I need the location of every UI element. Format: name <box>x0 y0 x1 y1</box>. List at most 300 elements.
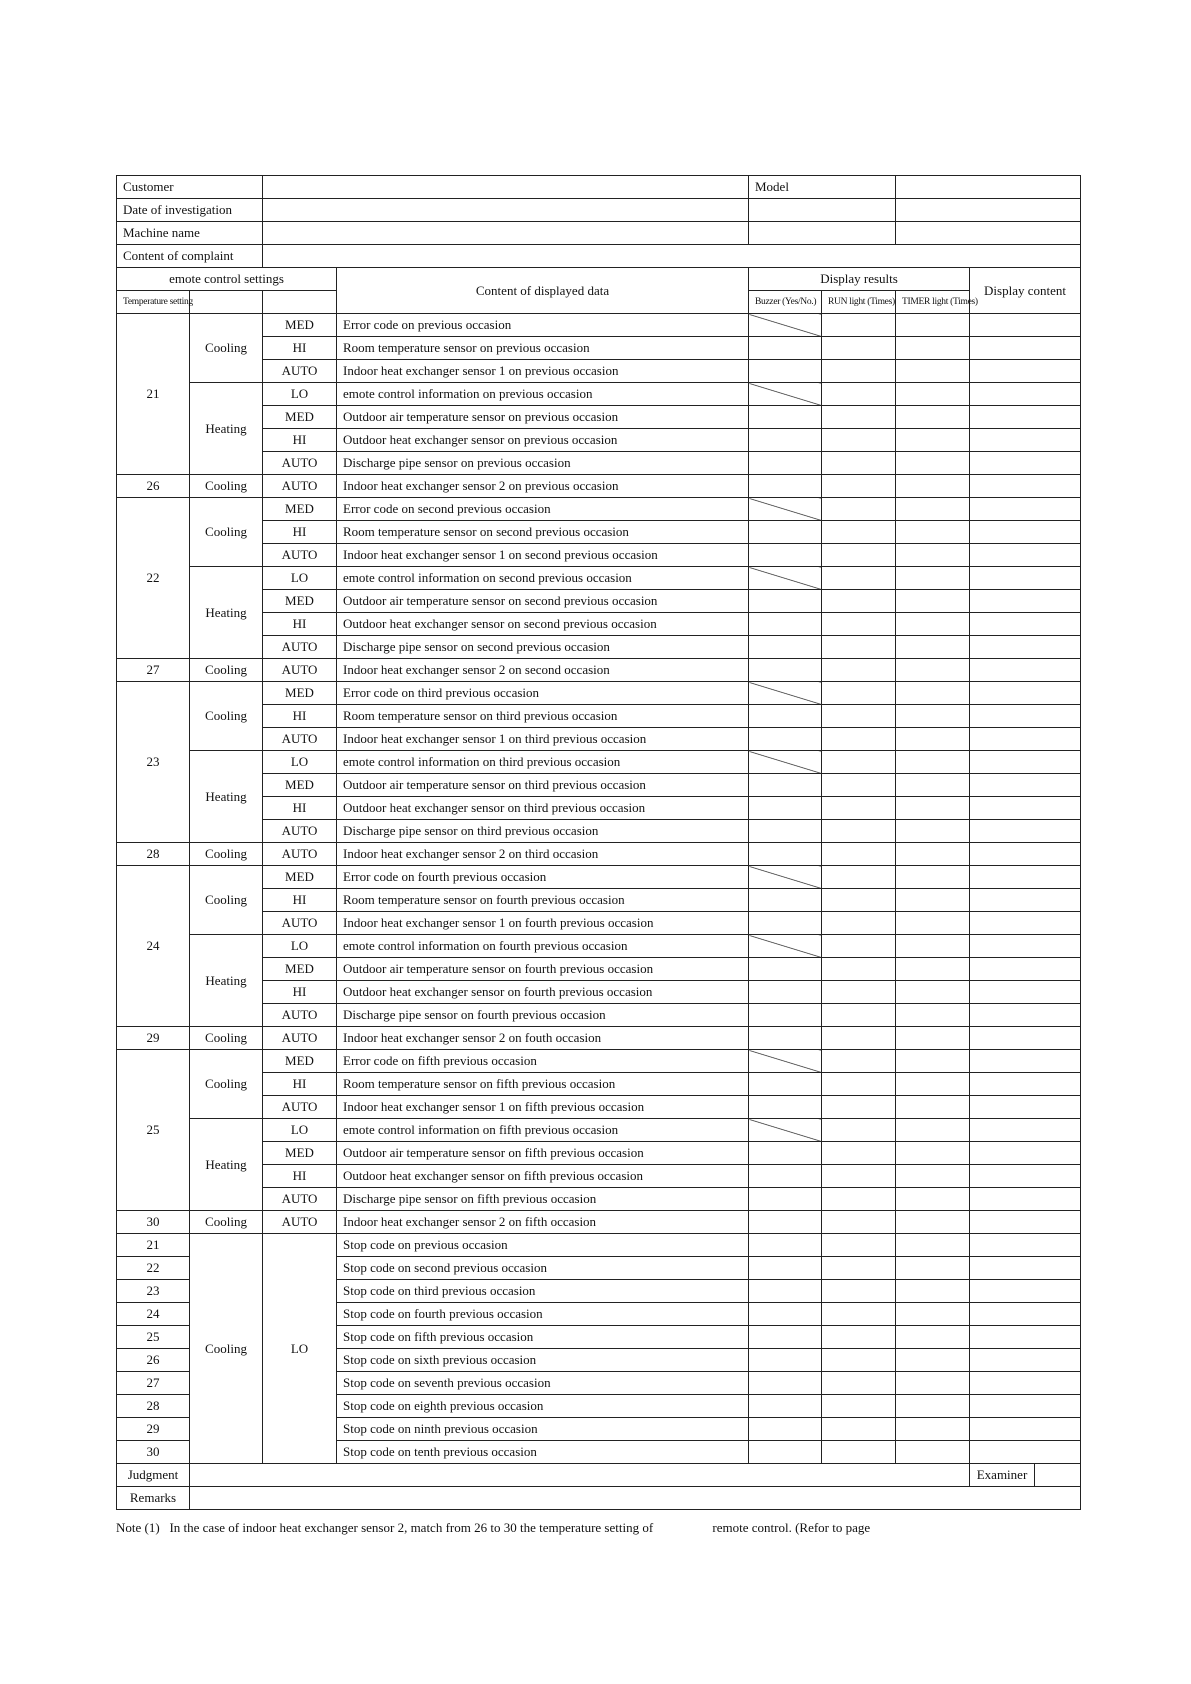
display-content-cell[interactable] <box>970 935 1081 958</box>
timer-light-cell[interactable] <box>896 1142 970 1165</box>
display-content-cell[interactable] <box>970 889 1081 912</box>
data-row <box>117 1211 1081 1234</box>
run-light-cell[interactable] <box>822 797 896 820</box>
fan-cell: MED <box>263 1050 337 1073</box>
run-light-cell[interactable] <box>822 383 896 406</box>
customer-label: Customer <box>117 176 263 199</box>
content-cell: Discharge pipe sensor on previous occasion <box>337 452 749 475</box>
buzzer-cell[interactable] <box>749 337 822 360</box>
content-cell: Stop code on third previous occasion <box>337 1280 749 1303</box>
timer-light-cell[interactable] <box>896 590 970 613</box>
buzzer-cell[interactable] <box>749 1326 822 1349</box>
content-cell: Error code on fifth previous occasion <box>337 1050 749 1073</box>
run-light-cell[interactable] <box>822 1441 896 1464</box>
display-content-cell[interactable] <box>970 1234 1081 1257</box>
buzzer-cell[interactable] <box>749 590 822 613</box>
buzzer-cell[interactable] <box>749 1119 822 1142</box>
timer-light-cell[interactable] <box>896 1073 970 1096</box>
run-light-cell[interactable] <box>822 682 896 705</box>
display-content-cell[interactable] <box>970 406 1081 429</box>
run-light-cell[interactable] <box>822 1119 896 1142</box>
display-content-cell[interactable] <box>970 613 1081 636</box>
run-light-cell[interactable] <box>822 1027 896 1050</box>
display-content-cell[interactable] <box>970 1280 1081 1303</box>
timer-light-cell[interactable] <box>896 889 970 912</box>
investigation-sheet <box>116 175 1080 1510</box>
timer-light-cell[interactable] <box>896 314 970 337</box>
timer-light-cell[interactable] <box>896 337 970 360</box>
display-content-cell[interactable] <box>970 1349 1081 1372</box>
run-light-cell[interactable] <box>822 613 896 636</box>
run-light-cell[interactable] <box>822 498 896 521</box>
fan-cell: AUTO <box>263 1211 337 1234</box>
buzzer-cell[interactable] <box>749 958 822 981</box>
content-cell: Indoor heat exchanger sensor 2 on second occasion <box>337 659 749 682</box>
judgment-field[interactable] <box>190 1464 970 1487</box>
content-cell: Indoor heat exchanger sensor 2 on fifth occasion <box>337 1211 749 1234</box>
mode-cell: Heating <box>190 935 263 1027</box>
content-cell: Stop code on seventh previous occasion <box>337 1372 749 1395</box>
mode-cell: Cooling <box>190 866 263 935</box>
run-light-cell[interactable] <box>822 1280 896 1303</box>
buzzer-cell[interactable] <box>749 866 822 889</box>
buzzer-cell[interactable] <box>749 797 822 820</box>
examiner-field[interactable] <box>1035 1464 1081 1487</box>
timer-light-cell[interactable] <box>896 383 970 406</box>
buzzer-cell[interactable] <box>749 475 822 498</box>
run-light-cell[interactable] <box>822 843 896 866</box>
display-content-cell[interactable] <box>970 1050 1081 1073</box>
stop-code-row <box>117 1234 1081 1257</box>
content-cell: Discharge pipe sensor on fourth previous occasion <box>337 1004 749 1027</box>
display-content-cell[interactable] <box>970 705 1081 728</box>
run-light-cell[interactable] <box>822 406 896 429</box>
buzzer-cell[interactable] <box>749 981 822 1004</box>
timer-light-cell[interactable] <box>896 728 970 751</box>
display-content-cell[interactable] <box>970 383 1081 406</box>
complaint-row <box>117 245 1081 268</box>
display-content-cell[interactable] <box>970 544 1081 567</box>
temperature-cell: 29 <box>117 1418 190 1441</box>
buzzer-cell[interactable] <box>749 613 822 636</box>
display-content-cell[interactable] <box>970 728 1081 751</box>
fan-cell: HI <box>263 613 337 636</box>
buzzer-cell[interactable] <box>749 406 822 429</box>
timer-light-cell[interactable] <box>896 1372 970 1395</box>
timer-light-cell[interactable] <box>896 1395 970 1418</box>
display-content-cell[interactable] <box>970 452 1081 475</box>
date-extra-field[interactable] <box>749 199 896 222</box>
content-cell: Indoor heat exchanger sensor 1 on fifth previous occasion <box>337 1096 749 1119</box>
model-label: Model <box>749 176 896 199</box>
display-content-cell[interactable] <box>970 1119 1081 1142</box>
buzzer-cell[interactable] <box>749 1372 822 1395</box>
buzzer-cell[interactable] <box>749 843 822 866</box>
temperature-cell: 30 <box>117 1441 190 1464</box>
run-light-cell[interactable] <box>822 1257 896 1280</box>
content-cell: Stop code on ninth previous occasion <box>337 1418 749 1441</box>
buzzer-cell[interactable] <box>749 1027 822 1050</box>
timer-light-cell[interactable] <box>896 751 970 774</box>
run-light-cell[interactable] <box>822 1096 896 1119</box>
date-row <box>117 199 1081 222</box>
temperature-cell: 26 <box>117 1349 190 1372</box>
date-field[interactable] <box>263 199 749 222</box>
display-content-cell[interactable] <box>970 636 1081 659</box>
timer-light-cell[interactable] <box>896 866 970 889</box>
display-content-cell[interactable] <box>970 912 1081 935</box>
buzzer-cell[interactable] <box>749 1418 822 1441</box>
mode-cell: Cooling <box>190 1211 263 1234</box>
run-light-cell[interactable] <box>822 889 896 912</box>
fan-cell: HI <box>263 981 337 1004</box>
timer-light-cell[interactable] <box>896 1234 970 1257</box>
run-light-cell[interactable] <box>822 705 896 728</box>
buzzer-cell[interactable] <box>749 1096 822 1119</box>
fan-cell: AUTO <box>263 820 337 843</box>
run-light-cell[interactable] <box>822 1211 896 1234</box>
run-light-cell[interactable] <box>822 1004 896 1027</box>
fan-cell: MED <box>263 774 337 797</box>
fan-cell: LO <box>263 1234 337 1464</box>
fan-cell: AUTO <box>263 1027 337 1050</box>
display-content-cell[interactable] <box>970 1027 1081 1050</box>
remote-settings-header: emote control settings <box>117 268 337 291</box>
buzzer-cell[interactable] <box>749 1257 822 1280</box>
timer-light-cell[interactable] <box>896 682 970 705</box>
timer-light-cell[interactable] <box>896 521 970 544</box>
display-content-cell[interactable] <box>970 1211 1081 1234</box>
run-light-cell[interactable] <box>822 1234 896 1257</box>
timer-light-cell[interactable] <box>896 1211 970 1234</box>
model-field[interactable] <box>896 176 1081 199</box>
run-light-cell[interactable] <box>822 360 896 383</box>
run-light-cell[interactable] <box>822 590 896 613</box>
content-cell: Error code on second previous occasion <box>337 498 749 521</box>
display-content-cell[interactable] <box>970 843 1081 866</box>
content-cell: emote control information on third previous occasion <box>337 751 749 774</box>
timer-light-cell[interactable] <box>896 705 970 728</box>
content-cell: Discharge pipe sensor on third previous occasion <box>337 820 749 843</box>
run-light-cell[interactable] <box>822 774 896 797</box>
timer-light-cell[interactable] <box>896 1326 970 1349</box>
display-content-cell[interactable] <box>970 1372 1081 1395</box>
timer-light-cell[interactable] <box>896 797 970 820</box>
content-cell: Outdoor heat exchanger sensor on fourth previous occasion <box>337 981 749 1004</box>
mode-cell: Cooling <box>190 1050 263 1119</box>
display-content-cell[interactable] <box>970 1326 1081 1349</box>
fan-cell: MED <box>263 314 337 337</box>
content-cell: Discharge pipe sensor on fifth previous occasion <box>337 1188 749 1211</box>
buzzer-cell[interactable] <box>749 1188 822 1211</box>
buzzer-cell[interactable] <box>749 1050 822 1073</box>
customer-field[interactable] <box>263 176 749 199</box>
display-content-cell[interactable] <box>970 1096 1081 1119</box>
buzzer-cell[interactable] <box>749 889 822 912</box>
run-light-cell[interactable] <box>822 1188 896 1211</box>
display-content-cell[interactable] <box>970 1418 1081 1441</box>
run-light-cell[interactable] <box>822 337 896 360</box>
display-content-cell[interactable] <box>970 337 1081 360</box>
timer-light-cell[interactable] <box>896 475 970 498</box>
content-cell: Error code on fourth previous occasion <box>337 866 749 889</box>
buzzer-cell[interactable] <box>749 360 822 383</box>
timer-light-cell[interactable] <box>896 1050 970 1073</box>
run-light-cell[interactable] <box>822 452 896 475</box>
run-light-cell[interactable] <box>822 866 896 889</box>
buzzer-cell[interactable] <box>749 751 822 774</box>
timer-light-cell[interactable] <box>896 1004 970 1027</box>
buzzer-cell[interactable] <box>749 1073 822 1096</box>
content-cell: Indoor heat exchanger sensor 2 on fouth occasion <box>337 1027 749 1050</box>
content-cell: Room temperature sensor on third previous occasion <box>337 705 749 728</box>
fan-cell: LO <box>263 751 337 774</box>
buzzer-cell[interactable] <box>749 1142 822 1165</box>
machine-extra-field[interactable] <box>749 222 896 245</box>
display-content-cell[interactable] <box>970 314 1081 337</box>
buzzer-header: Buzzer (Yes/No.) <box>749 291 822 314</box>
run-light-cell[interactable] <box>822 728 896 751</box>
buzzer-cell[interactable] <box>749 1211 822 1234</box>
timer-light-cell[interactable] <box>896 774 970 797</box>
display-content-cell[interactable] <box>970 567 1081 590</box>
content-cell: emote control information on previous occasion <box>337 383 749 406</box>
buzzer-cell[interactable] <box>749 820 822 843</box>
content-cell: emote control information on second previous occasion <box>337 567 749 590</box>
display-content-cell[interactable] <box>970 1303 1081 1326</box>
temperature-cell: 29 <box>117 1027 190 1050</box>
content-displayed-header: Content of displayed data <box>337 268 749 314</box>
run-light-cell[interactable] <box>822 1050 896 1073</box>
buzzer-cell[interactable] <box>749 682 822 705</box>
data-row <box>117 751 1081 774</box>
mode-header-blank <box>190 291 263 314</box>
timer-light-cell[interactable] <box>896 1119 970 1142</box>
content-cell: Discharge pipe sensor on second previous occasion <box>337 636 749 659</box>
judgment-row <box>117 1464 1081 1487</box>
content-cell: Outdoor heat exchanger sensor on previous occasion <box>337 429 749 452</box>
buzzer-cell[interactable] <box>749 383 822 406</box>
timer-light-cell[interactable] <box>896 1096 970 1119</box>
complaint-field[interactable] <box>263 245 1081 268</box>
timer-light-cell[interactable] <box>896 360 970 383</box>
buzzer-cell[interactable] <box>749 1395 822 1418</box>
run-light-cell[interactable] <box>822 1395 896 1418</box>
content-cell: Indoor heat exchanger sensor 2 on third occasion <box>337 843 749 866</box>
run-light-cell[interactable] <box>822 1303 896 1326</box>
timer-light-cell[interactable] <box>896 498 970 521</box>
timer-light-cell[interactable] <box>896 1303 970 1326</box>
buzzer-cell[interactable] <box>749 567 822 590</box>
display-content-cell[interactable] <box>970 429 1081 452</box>
buzzer-cell[interactable] <box>749 1004 822 1027</box>
mode-cell: Cooling <box>190 475 263 498</box>
display-content-header: Display content <box>970 268 1081 314</box>
run-light-cell[interactable] <box>822 659 896 682</box>
timer-light-cell[interactable] <box>896 1257 970 1280</box>
buzzer-cell[interactable] <box>749 774 822 797</box>
buzzer-cell[interactable] <box>749 636 822 659</box>
display-content-cell[interactable] <box>970 659 1081 682</box>
display-content-cell[interactable] <box>970 958 1081 981</box>
buzzer-cell[interactable] <box>749 912 822 935</box>
content-cell: Indoor heat exchanger sensor 1 on third previous occasion <box>337 728 749 751</box>
machine-extra-field-2[interactable] <box>896 222 1081 245</box>
timer-light-cell[interactable] <box>896 935 970 958</box>
buzzer-cell[interactable] <box>749 1165 822 1188</box>
display-content-cell[interactable] <box>970 521 1081 544</box>
display-content-cell[interactable] <box>970 774 1081 797</box>
run-light-cell[interactable] <box>822 935 896 958</box>
buzzer-cell[interactable] <box>749 705 822 728</box>
timer-light-cell[interactable] <box>896 659 970 682</box>
display-content-cell[interactable] <box>970 1395 1081 1418</box>
run-light-cell[interactable] <box>822 751 896 774</box>
timer-light-cell[interactable] <box>896 1441 970 1464</box>
run-light-cell[interactable] <box>822 1142 896 1165</box>
timer-light-cell[interactable] <box>896 820 970 843</box>
timer-light-cell[interactable] <box>896 1418 970 1441</box>
temperature-cell: 25 <box>117 1326 190 1349</box>
display-content-cell[interactable] <box>970 1165 1081 1188</box>
fan-cell: MED <box>263 682 337 705</box>
content-cell: Stop code on second previous occasion <box>337 1257 749 1280</box>
display-content-cell[interactable] <box>970 1142 1081 1165</box>
run-light-cell[interactable] <box>822 981 896 1004</box>
run-light-cell[interactable] <box>822 912 896 935</box>
buzzer-cell[interactable] <box>749 935 822 958</box>
machine-row <box>117 222 1081 245</box>
display-content-cell[interactable] <box>970 590 1081 613</box>
fan-cell: HI <box>263 1165 337 1188</box>
display-content-cell[interactable] <box>970 1257 1081 1280</box>
display-content-cell[interactable] <box>970 1188 1081 1211</box>
temperature-cell: 25 <box>117 1050 190 1211</box>
content-cell: Stop code on fourth previous occasion <box>337 1303 749 1326</box>
data-row <box>117 383 1081 406</box>
timer-light-cell[interactable] <box>896 406 970 429</box>
buzzer-cell[interactable] <box>749 1280 822 1303</box>
timer-light-cell[interactable] <box>896 1280 970 1303</box>
data-row <box>117 843 1081 866</box>
buzzer-cell[interactable] <box>749 728 822 751</box>
display-content-cell[interactable] <box>970 360 1081 383</box>
buzzer-cell[interactable] <box>749 1234 822 1257</box>
run-light-cell[interactable] <box>822 636 896 659</box>
display-content-cell[interactable] <box>970 981 1081 1004</box>
buzzer-cell[interactable] <box>749 452 822 475</box>
display-content-cell[interactable] <box>970 682 1081 705</box>
data-row <box>117 314 1081 337</box>
timer-light-cell[interactable] <box>896 1027 970 1050</box>
content-cell: Indoor heat exchanger sensor 1 on second previous occasion <box>337 544 749 567</box>
display-content-cell[interactable] <box>970 866 1081 889</box>
timer-light-cell[interactable] <box>896 843 970 866</box>
display-content-cell[interactable] <box>970 475 1081 498</box>
timer-light-cell[interactable] <box>896 1349 970 1372</box>
content-cell: Outdoor heat exchanger sensor on third previous occasion <box>337 797 749 820</box>
run-light-cell[interactable] <box>822 1326 896 1349</box>
run-light-cell[interactable] <box>822 1165 896 1188</box>
run-light-cell[interactable] <box>822 1418 896 1441</box>
content-cell: Outdoor air temperature sensor on previous occasion <box>337 406 749 429</box>
timer-light-cell[interactable] <box>896 912 970 935</box>
timer-light-cell[interactable] <box>896 452 970 475</box>
timer-light-cell[interactable] <box>896 429 970 452</box>
run-light-cell[interactable] <box>822 1073 896 1096</box>
buzzer-cell[interactable] <box>749 1303 822 1326</box>
timer-light-cell[interactable] <box>896 567 970 590</box>
note-label: Note (1) <box>116 1520 160 1535</box>
buzzer-cell[interactable] <box>749 544 822 567</box>
run-light-cell[interactable] <box>822 521 896 544</box>
buzzer-cell[interactable] <box>749 521 822 544</box>
timer-light-cell[interactable] <box>896 544 970 567</box>
remarks-field[interactable] <box>190 1487 1081 1510</box>
timer-light-cell[interactable] <box>896 636 970 659</box>
run-light-cell[interactable] <box>822 958 896 981</box>
run-light-cell[interactable] <box>822 1349 896 1372</box>
temperature-cell: 22 <box>117 498 190 659</box>
temperature-cell: 21 <box>117 314 190 475</box>
buzzer-cell[interactable] <box>749 659 822 682</box>
display-content-cell[interactable] <box>970 498 1081 521</box>
temperature-cell: 28 <box>117 843 190 866</box>
display-content-cell[interactable] <box>970 1004 1081 1027</box>
run-light-cell[interactable] <box>822 429 896 452</box>
run-light-cell[interactable] <box>822 1372 896 1395</box>
timer-light-cell[interactable] <box>896 981 970 1004</box>
content-cell: Room temperature sensor on second previous occasion <box>337 521 749 544</box>
mode-cell: Heating <box>190 567 263 659</box>
temperature-cell: 21 <box>117 1234 190 1257</box>
run-light-cell[interactable] <box>822 820 896 843</box>
temperature-setting-header: Temperature setting <box>117 291 190 314</box>
display-content-cell[interactable] <box>970 1073 1081 1096</box>
machine-field[interactable] <box>263 222 749 245</box>
display-content-cell[interactable] <box>970 820 1081 843</box>
data-row <box>117 935 1081 958</box>
run-light-cell[interactable] <box>822 567 896 590</box>
buzzer-cell[interactable] <box>749 1349 822 1372</box>
fan-cell: MED <box>263 590 337 613</box>
timer-light-cell[interactable] <box>896 1165 970 1188</box>
fan-cell: HI <box>263 337 337 360</box>
run-light-cell[interactable] <box>822 314 896 337</box>
display-content-cell[interactable] <box>970 751 1081 774</box>
fan-cell: AUTO <box>263 636 337 659</box>
fan-cell: AUTO <box>263 544 337 567</box>
display-content-cell[interactable] <box>970 1441 1081 1464</box>
timer-light-cell[interactable] <box>896 613 970 636</box>
footnote <box>116 1520 870 1536</box>
display-content-cell[interactable] <box>970 797 1081 820</box>
buzzer-cell[interactable] <box>749 314 822 337</box>
timer-light-cell[interactable] <box>896 1188 970 1211</box>
date-extra-field-2[interactable] <box>896 199 1081 222</box>
content-cell: Outdoor air temperature sensor on fifth previous occasion <box>337 1142 749 1165</box>
run-light-cell[interactable] <box>822 544 896 567</box>
buzzer-cell[interactable] <box>749 498 822 521</box>
fan-cell: HI <box>263 705 337 728</box>
buzzer-cell[interactable] <box>749 1441 822 1464</box>
run-light-cell[interactable] <box>822 475 896 498</box>
fan-cell: LO <box>263 383 337 406</box>
content-cell: Stop code on eighth previous occasion <box>337 1395 749 1418</box>
buzzer-cell[interactable] <box>749 429 822 452</box>
data-row <box>117 498 1081 521</box>
timer-light-cell[interactable] <box>896 958 970 981</box>
